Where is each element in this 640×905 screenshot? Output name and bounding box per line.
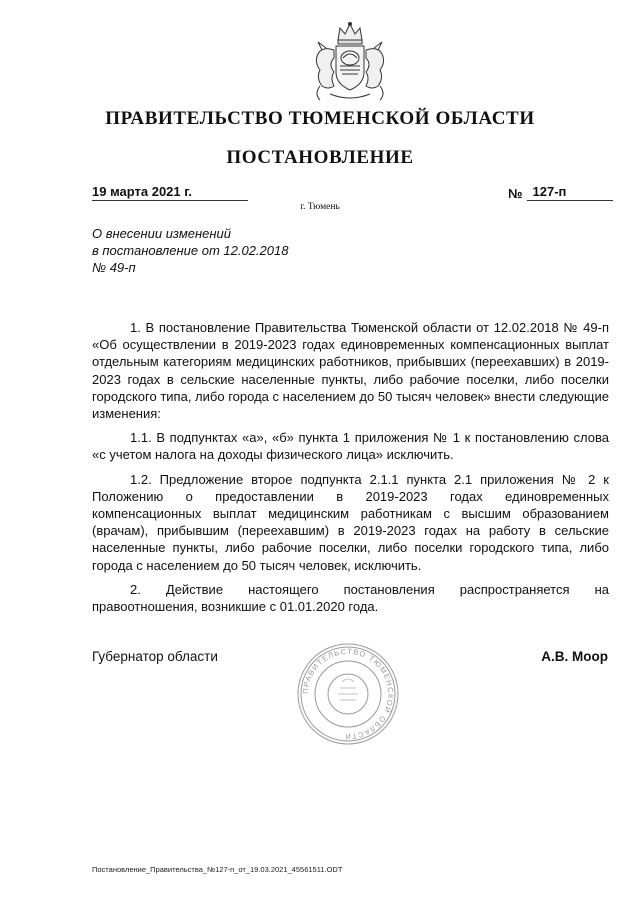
subject-line: О внесении изменений — [92, 226, 231, 241]
city-label: г. Тюмень — [300, 202, 340, 212]
signer-name: А.В. Моор — [541, 649, 608, 664]
document-type-title: ПОСТАНОВЛЕНИЕ — [226, 147, 414, 168]
document-date: 19 марта 2021 г. — [92, 184, 248, 201]
official-seal-stamp — [296, 642, 400, 746]
subject-line: № 49-п — [92, 260, 136, 275]
government-title: ПРАВИТЕЛЬСТВО ТЮМЕНСКОЙ ОБЛАСТИ — [105, 108, 535, 129]
body-paragraph: 1.1. В подпунктах «а», «б» пункта 1 приложения № 1 к постановлению слова «с учетом налога на доходы физического лица» исключить. — [92, 430, 609, 463]
seal-ring-text: ПРАВИТЕЛЬСТВО ТЮМЕНСКОЙ ОБЛАСТИ — [300, 646, 396, 742]
coat-of-arms-emblem — [300, 20, 400, 104]
body-paragraph: 1.2. Предложение второе подпункта 2.1.1 пункта 2.1 приложения № 2 к Положению о предоставлении в 2019-2023 годах единовременных компенсационных выплат медицинским работникам с высшим образованием (врачам), прибывшим (переехавшим) в 2019-2023 годах на работу в сельские населенные пункты, либо рабочие поселки, либо поселки городского типа, либо города с населением до 50 тысяч человек, исключить. — [92, 471, 609, 573]
document-number — [508, 184, 613, 201]
document-subject — [92, 225, 352, 276]
body-paragraph: 2. Действие настоящего постановления распространяется на правоотношения, возникшие с 01.01.2020 года. — [92, 581, 609, 615]
document-body — [92, 319, 609, 622]
number-sign: № — [508, 186, 523, 201]
subject-line: в постановление от 12.02.2018 — [92, 243, 289, 258]
footer-filename: Постановление_Правительства_№127-п_от_19.03.2021_45561511.ODT — [92, 865, 343, 874]
number-value: 127-п — [527, 184, 613, 201]
signer-position: Губернатор области — [92, 649, 218, 664]
body-paragraph: 1. В постановление Правительства Тюменской области от 12.02.2018 № 49-п «Об осуществлении в 2019-2023 годах единовременных компенсационных выплат отдельным категориям медицинских работников, прибывших (переехавших) в 2019-2023 годах в сельские населенные пункты, либо рабочие поселки, либо поселки городского типа, либо города с населением до 50 тысяч человек» внести следующие изменения: — [92, 320, 609, 422]
